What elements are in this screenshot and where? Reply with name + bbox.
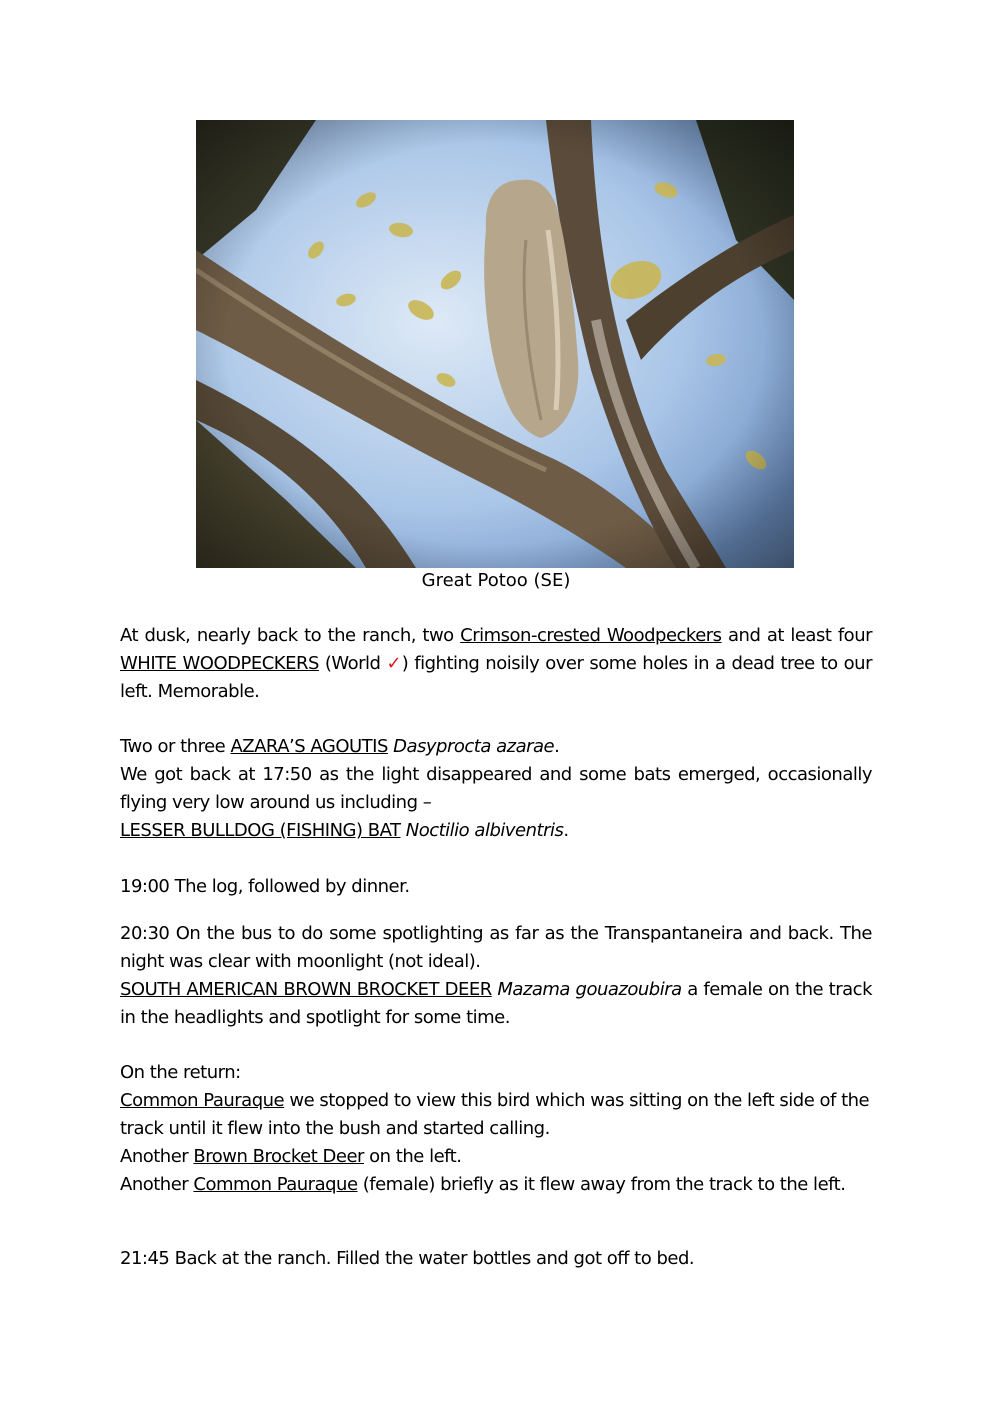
paragraph-log: 19:00 The log, followed by dinner.	[120, 876, 410, 897]
text-run: .	[563, 820, 569, 841]
species-white-woodpeckers: WHITE WOODPECKERS	[120, 653, 319, 674]
text-run: we stopped to view this bird which was sitting on the left side of the track until it flew into the bush and started calling.	[120, 1090, 870, 1139]
species-lesser-bulldog-bat: LESSER BULLDOG (FISHING) BAT	[120, 820, 401, 841]
return-heading: On the return:	[120, 1062, 241, 1083]
text-run: Another	[120, 1146, 194, 1167]
text-run: At dusk, nearly back to the ranch, two	[120, 625, 461, 646]
species-crimson-crested-woodpeckers: Crimson-crested Woodpeckers	[460, 625, 722, 646]
species-brown-brocket-deer: SOUTH AMERICAN BROWN BROCKET DEER	[120, 979, 492, 1000]
latin-name: Dasyprocta azarae	[393, 736, 555, 757]
text-run: .	[554, 736, 560, 757]
text-run: a female on the track in the headlights and spotlight for some time.	[120, 979, 872, 1028]
checkmark-icon: ✓	[386, 653, 402, 674]
paragraph-return	[120, 1059, 872, 1199]
photo-caption: Great Potoo (SE)	[421, 570, 571, 591]
text-run: Two or three	[120, 736, 231, 757]
text-run: and at least four	[721, 625, 873, 646]
text-run: ) fighting noisily over some holes in a dead tree to our left. Memorable.	[120, 653, 872, 702]
text-run: (World	[318, 653, 387, 674]
potoo-photo	[196, 120, 794, 568]
paragraph-spotlighting	[120, 920, 872, 1032]
paragraph-woodpeckers	[120, 622, 872, 706]
text-run: Another	[120, 1174, 194, 1195]
latin-name: Mazama gouazoubira	[497, 979, 682, 1000]
spotlighting-sentence: 20:30 On the bus to do some spotlighting as far as the Transpantaneira and back. The night was clear with moonlight (not ideal).	[120, 923, 872, 972]
latin-name: Noctilio albiventris	[405, 820, 564, 841]
text-run: (female) briefly as it flew away from the track to the left.	[357, 1174, 846, 1195]
species-brown-brocket-deer-2: Brown Brocket Deer	[193, 1146, 364, 1167]
species-azaras-agoutis: AZARA’S AGOUTIS	[230, 736, 388, 757]
species-common-pauraque-2: Common Pauraque	[193, 1174, 358, 1195]
paragraph-agoutis-bats	[120, 733, 872, 845]
paragraph-back-at-ranch: 21:45 Back at the ranch. Filled the water bottles and got off to bed.	[120, 1248, 695, 1269]
species-common-pauraque: Common Pauraque	[120, 1090, 285, 1111]
bats-sentence: We got back at 17:50 as the light disappeared and some bats emerged, occasionally flying very low around us including –	[120, 764, 872, 813]
photo-illustration	[196, 120, 794, 568]
text-run: on the left.	[363, 1146, 462, 1167]
